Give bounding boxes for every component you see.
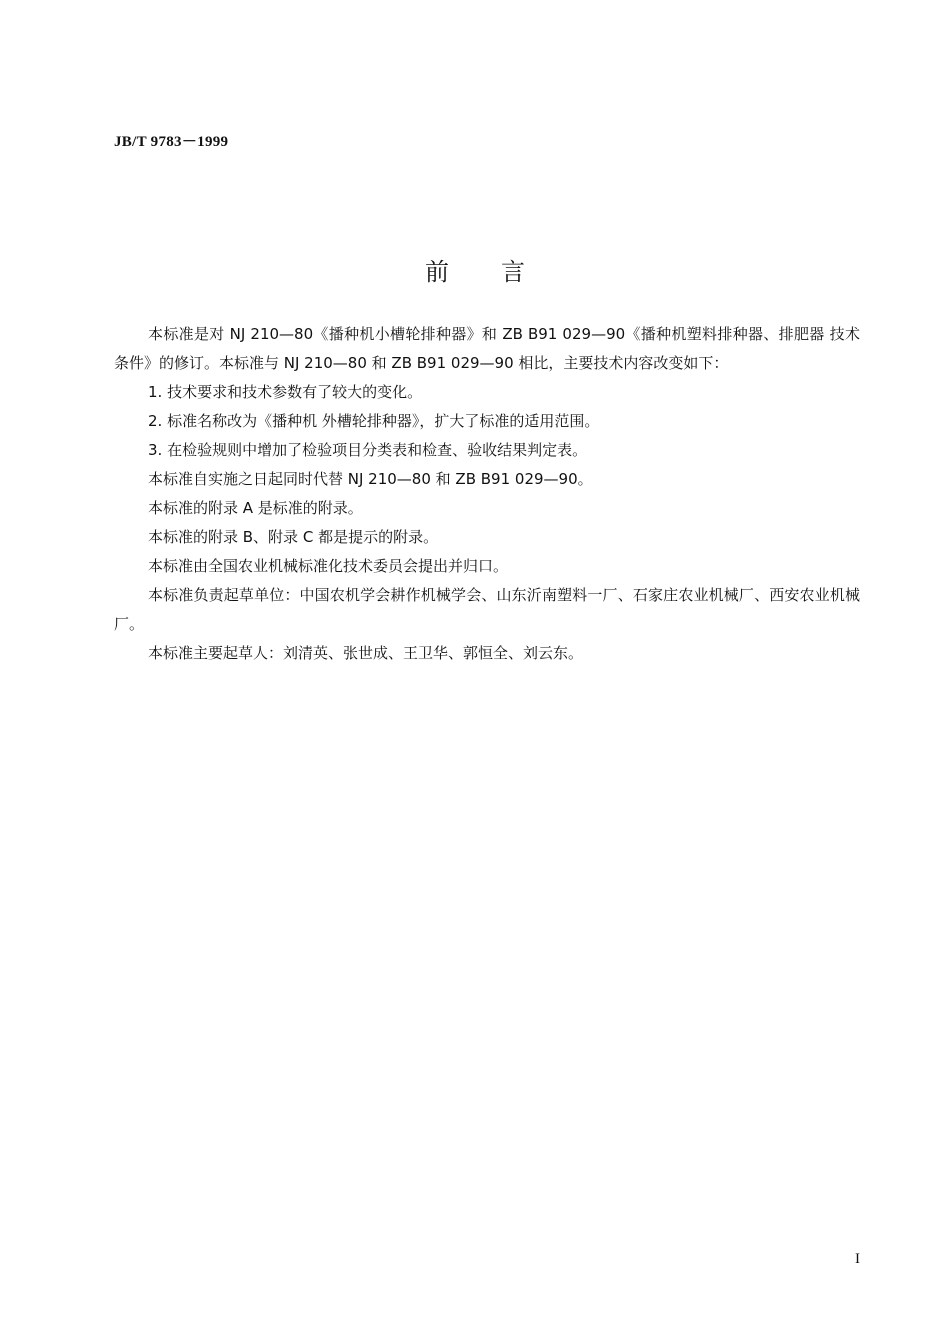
paragraph-change-3: 3. 在检验规则中增加了检验项目分类表和检查、验收结果判定表。 [148,441,588,459]
page-number: I [855,1251,860,1267]
paragraph-replacement: 本标准自实施之日起同时代替 NJ 210—80 和 ZB B91 029—90。 [148,470,593,488]
paragraph-proposer: 本标准由全国农业机械标准化技术委员会提出并归口。 [148,557,509,575]
paragraph-appendix-a: 本标准的附录 A 是标准的附录。 [148,499,363,517]
document-body [114,320,860,668]
paragraph-intro: 本标准是对 NJ 210—80《播种机小槽轮排种器》和 ZB B91 029—90《播种机塑料排种器、排肥器 技术条件》的修订。本标准与 NJ 210—80 和 ZB B91 029—90 相比，主要技术内容改变如下： [114,325,860,372]
standard-code: JB/T 9783－1999 [114,134,229,150]
page-title: 前言 [425,258,577,286]
paragraph-change-1: 1. 技术要求和技术参数有了较大的变化。 [148,383,423,401]
paragraph-drafting-units: 本标准负责起草单位：中国农机学会耕作机械学会、山东沂南塑料一厂、石家庄农业机械厂、西安农业机械厂。 [114,586,860,633]
paragraph-change-2: 2. 标准名称改为《播种机 外槽轮排种器》，扩大了标准的适用范围。 [148,412,600,430]
paragraph-drafters: 本标准主要起草人：刘清英、张世成、王卫华、郭恒全、刘云东。 [148,644,584,662]
paragraph-appendix-bc: 本标准的附录 B、附录 C 都是提示的附录。 [148,528,439,546]
